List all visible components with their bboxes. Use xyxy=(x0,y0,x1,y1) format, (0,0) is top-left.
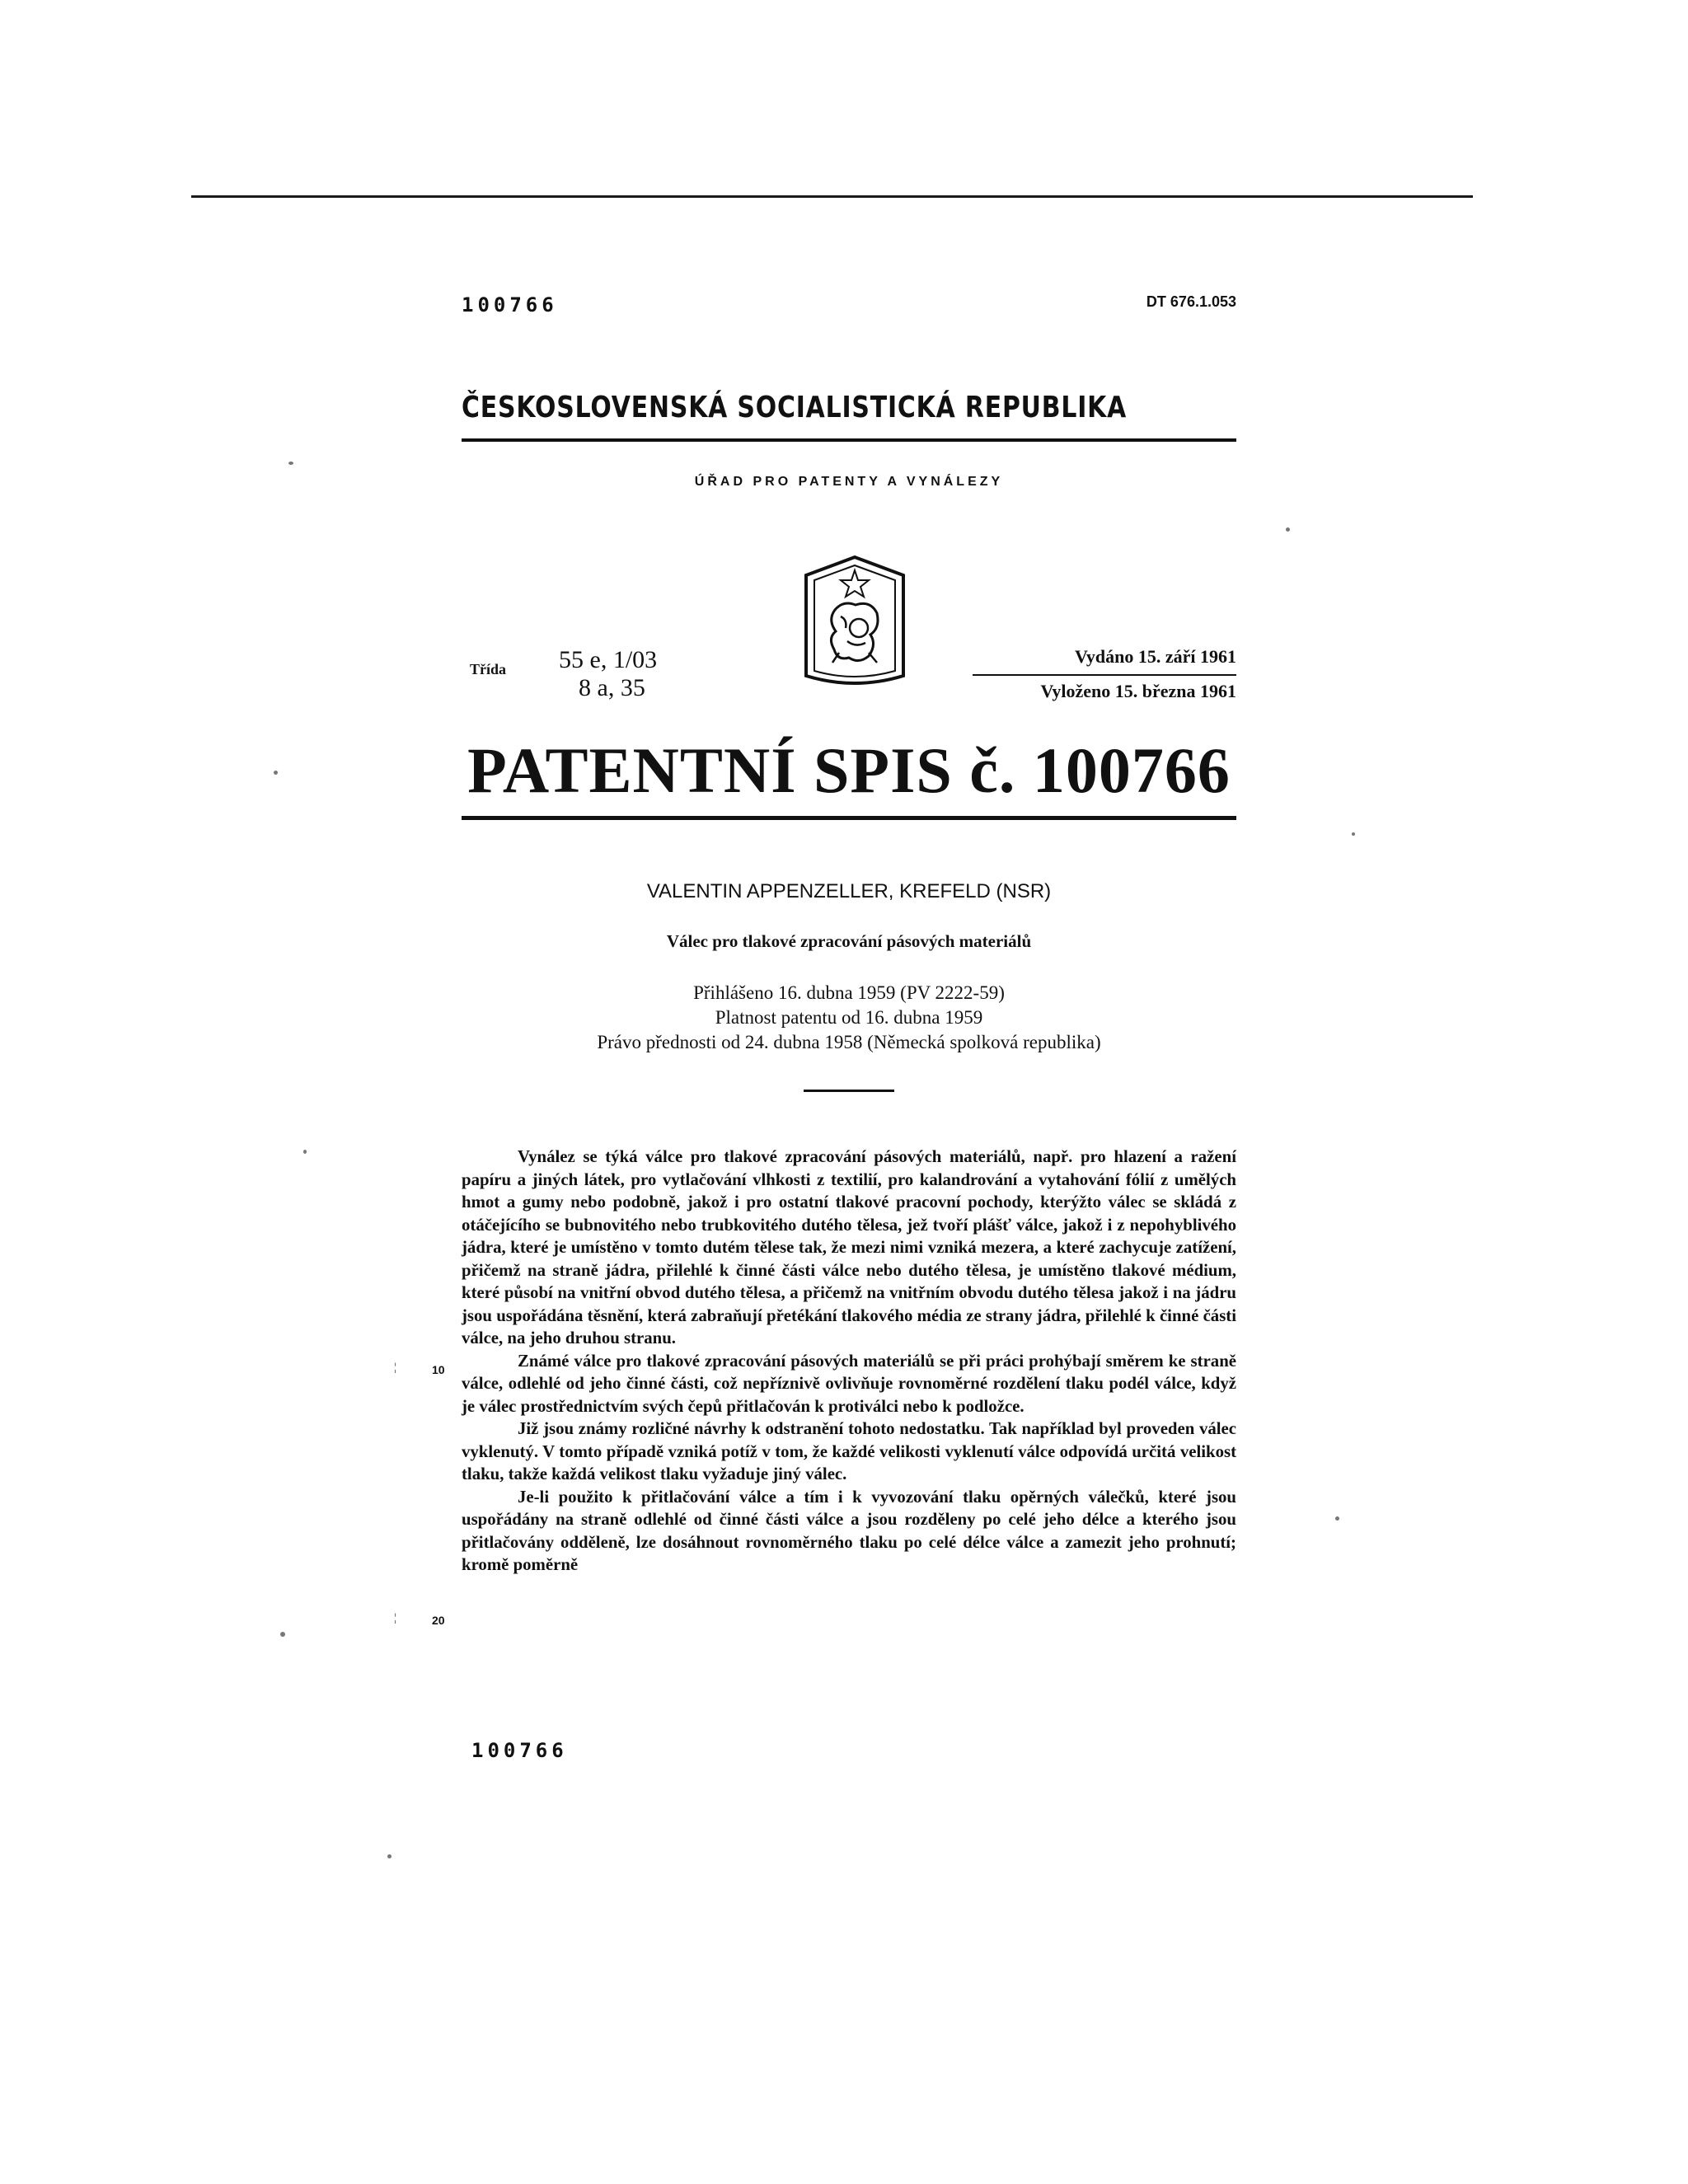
body-paragraph: Již jsou známy rozličné návrhy k odstranění tohoto nedostatku. Tak například byl proveden válec vyklenutý. V tomto případě vzniká potíž v tom, že každé velikosti vyklenutí válce odpovídá určitá velikost tlaku, takže každá velikost tlaku vyžaduje jiný válec. xyxy=(462,1419,1236,1483)
scan-speck xyxy=(274,771,278,775)
priority-date: Právo přednosti od 24. dubna 1958 (Německá spolková republika) xyxy=(597,1032,1101,1052)
patent-page xyxy=(394,280,1236,1780)
scan-speck xyxy=(1335,1516,1339,1521)
state-emblem-icon xyxy=(798,552,912,692)
validity-date: Platnost patentu od 16. dubna 1959 xyxy=(715,1007,983,1028)
scan-speck xyxy=(387,1854,392,1858)
line-number: 10 xyxy=(432,1363,445,1376)
body-paragraph: Je-li použito k přitlačování válce a tím i k vyvozování tlaku opěrných válečků, které jsou uspořádány na straně odlehlé od činné části válce a jsou rozděleny po celé jeho délce a kterého jsou přitlačovány odděleně, lze dosáhnout rovnoměrného tlaku po celé délce válce a zamezit jeho prohnutí; kromě poměrně xyxy=(462,1487,1236,1574)
class-value: 8 a, 35 xyxy=(579,674,645,701)
document-number-bottom: 100766 xyxy=(471,1739,568,1762)
scan-speck xyxy=(1352,832,1355,836)
filed-date: Přihlášeno 16. dubna 1959 (PV 2222-59) xyxy=(693,982,1005,1003)
body-paragraph: Známé válce pro tlakové zpracování pásových materiálů se při práci prohýbají směrem ke straně válce, odlehlé od jeho činné části, což nepříznivě ovlivňuje rovnoměrné rozdělení tlaku podél válce, když je válec prostřednictvím svých čepů přitlačován k protiválci nebo k podložce. xyxy=(462,1351,1236,1416)
laid-open-date: Vyloženo 15. března 1961 xyxy=(1040,681,1236,701)
patent-office-name: ÚŘAD PRO PATENTY A VYNÁLEZY xyxy=(694,475,1004,489)
line-number: 20 xyxy=(432,1614,445,1627)
document-number-top: 100766 xyxy=(462,293,558,316)
state-rule xyxy=(462,438,1236,442)
filing-dates xyxy=(462,981,1236,1055)
class-values xyxy=(559,646,657,702)
inventor: VALENTIN APPENZELLER, KREFELD (NSR) xyxy=(646,880,1052,902)
margin-tick: ¦ xyxy=(394,1361,396,1374)
body-paragraph: Vynález se týká válce pro tlakové zpracování pásových materiálů, např. pro hlazení a ražení papíru a jiných látek, pro vytlačování vlhkosti z textilií, pro kalandrování a vytahování fólií z umělých hmot a gumy nebo podobně, jakož i pro ostatní tlakové pracovní pochody, kterýžto válec se skládá z otáčejícího se bubnovitého nebo trubkovitého dutého tělesa, jež tvoří plášť válce, jakož i z nepohyblivého jádra, které je umístěno v tomto dutém tělese tak, že mezi nimi vzniká mezera, a které zachycuje zatížení, přičemž na straně jádra, přilehlé k činné části válce nebo dutého tělesa, je umístěno tlakové médium, které působí na vnitřní obvod dutého tělesa, a přičemž na vnitřním obvodu dutého tělesa jakož i na jádru jsou uspořádána těsnění, která zabraňují přetékání tlakového média ze strany jádra, přilehlé k činné části válce, na jeho druhou stranu. xyxy=(462,1147,1236,1347)
scan-speck xyxy=(288,462,293,465)
issued-rule xyxy=(973,674,1236,676)
scan-speck xyxy=(1286,527,1290,532)
patent-title: PATENTNÍ SPIS č. 100766 xyxy=(467,734,1231,806)
state-name: ČESKOSLOVENSKÁ SOCIALISTICKÁ REPUBLIKA xyxy=(462,391,1128,424)
class-value: 55 e, 1/03 xyxy=(559,646,658,673)
dt-code: DT 676.1.053 xyxy=(1146,293,1236,310)
scan-speck xyxy=(303,1150,307,1154)
issued-date: Vydáno 15. září 1961 xyxy=(1075,646,1236,667)
patent-body xyxy=(462,1146,1236,1577)
invention-title: Válec pro tlakové zpracování pásových materiálů xyxy=(666,931,1032,951)
margin-tick: ¦ xyxy=(394,1612,396,1624)
top-border-rule xyxy=(191,195,1473,198)
title-rule xyxy=(462,816,1236,820)
class-label: Třída xyxy=(470,661,507,677)
separator-rule xyxy=(804,1090,894,1092)
scan-speck xyxy=(280,1632,285,1637)
